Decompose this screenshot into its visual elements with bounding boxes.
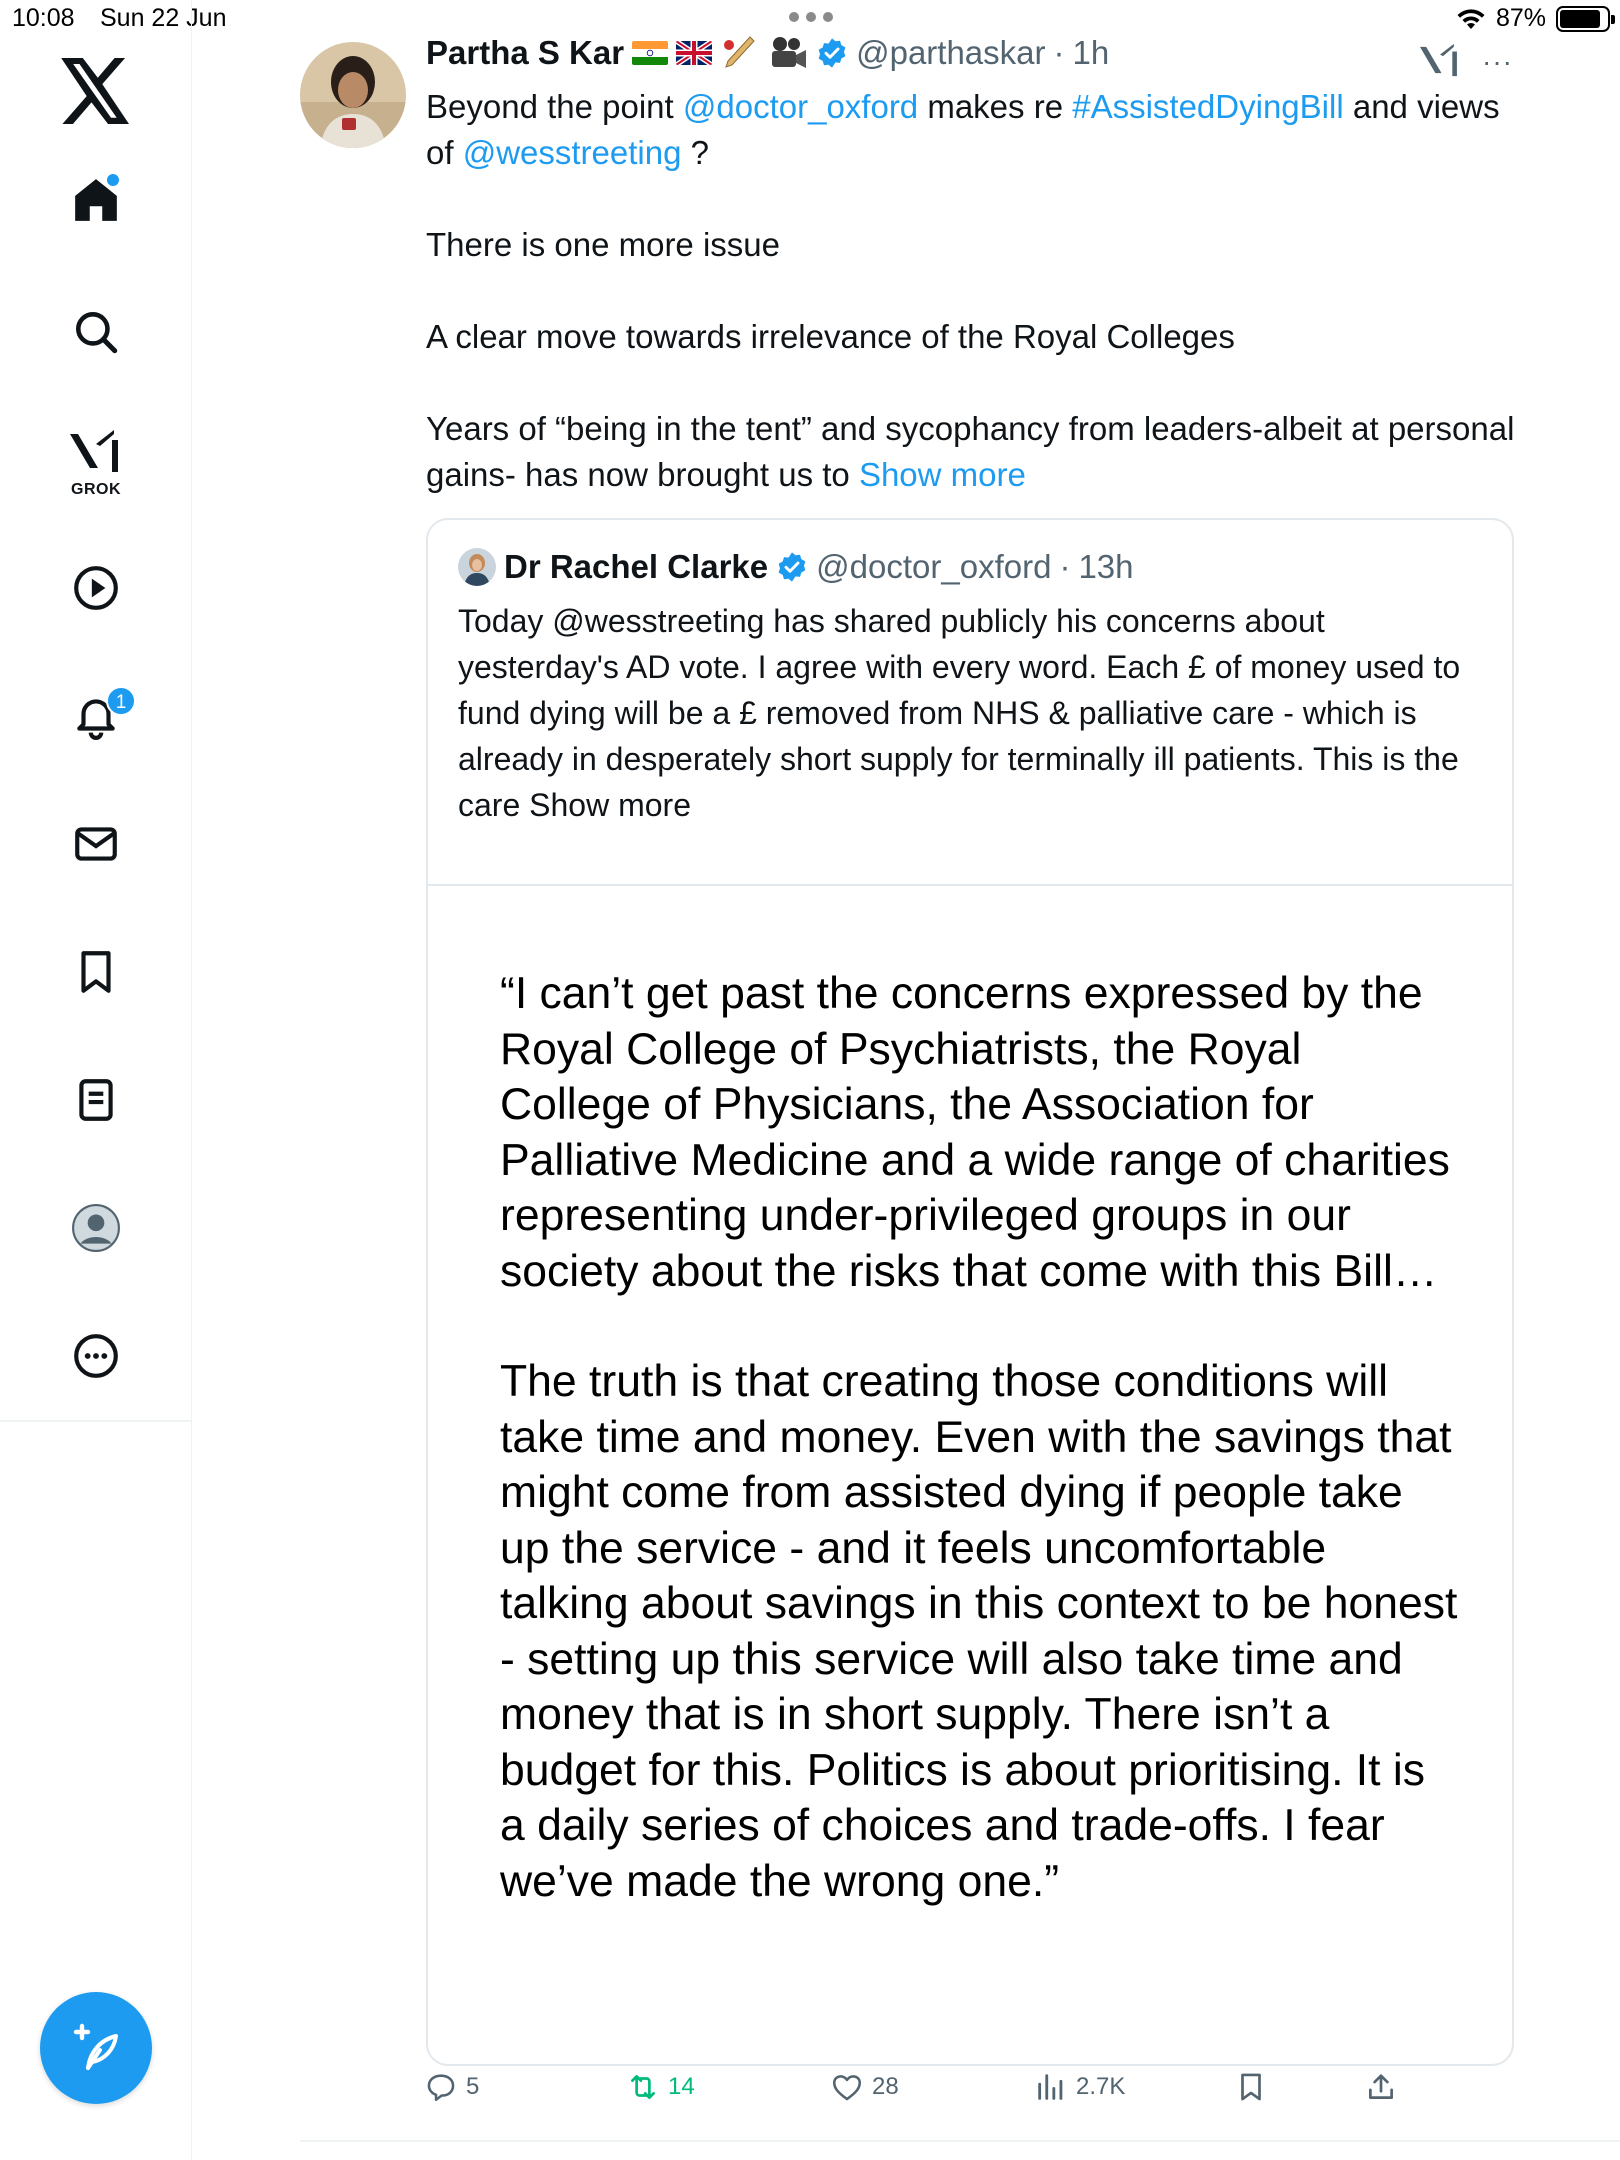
nav-grok[interactable] <box>66 428 126 499</box>
home-unread-dot <box>107 174 119 186</box>
body-text: makes re <box>918 88 1073 125</box>
repost-count: 14 <box>668 2073 695 2100</box>
bookmark-icon <box>1234 2070 1268 2104</box>
quoted-media-divider <box>428 884 1512 886</box>
body-paragraph: A clear move towards irrelevance of the Royal Colleges <box>426 318 1235 355</box>
status-date: Sun 22 Jun <box>100 4 227 32</box>
reply-icon <box>424 2070 458 2104</box>
image-quote-paragraph: “I can’t get past the concerns expressed by the Royal College of Psychiatrists, the Royal College of Physicians, the Association for Palliative Medicine and a wide range of charities representing under-privileged groups in our society about the risks that come with this Bill… <box>500 969 1450 1296</box>
post-divider <box>300 2140 1620 2142</box>
verified-badge-icon <box>816 37 848 69</box>
body-text: ? <box>681 134 709 171</box>
movie-camera-icon <box>768 35 808 71</box>
quoted-author-photo <box>458 548 496 586</box>
compose-feather-icon <box>70 2022 122 2074</box>
nav-messages[interactable] <box>48 804 144 884</box>
uk-flag-icon <box>676 41 712 65</box>
sidebar <box>0 0 192 2160</box>
quoted-author-handle[interactable]: @doctor_oxford <box>816 548 1052 585</box>
tweet-header <box>426 34 1109 72</box>
profile-avatar-icon <box>71 1203 121 1253</box>
india-flag-icon <box>632 41 668 65</box>
nav-bookmarks[interactable] <box>48 932 144 1012</box>
nav-explore[interactable] <box>48 292 144 372</box>
author-handle[interactable]: @parthaskar <box>856 34 1046 71</box>
sidebar-divider <box>0 1420 192 1422</box>
views-button[interactable] <box>1034 2070 1125 2104</box>
mention-link[interactable]: @doctor_oxford <box>682 88 919 125</box>
quoted-post-text: Today @wesstreeting has shared publicly his concerns about yesterday's AD vote. I agree with every word. Each £ of money used to fund dying will be a £ removed from NHS & palliative care - which is already in desperately short supply for terminally ill patients. This is the care Show more <box>458 603 1461 823</box>
more-circle-icon <box>71 1331 121 1381</box>
like-button[interactable] <box>830 2070 899 2104</box>
body-paragraph: There is one more issue <box>426 226 780 263</box>
image-quote-paragraph: The truth is that creating those conditions will take time and money. Even with the savings that might come from assisted dying if people take up the service - and it feels uncomfortable talking about savings in this context to be honest - setting up this service will also take time and money that is in short supply. There isn’t a budget for this. Politics is about prioritising. It is a daily series of choices and trade-offs. I fear we’ve made the wrong one.” <box>500 1357 1458 1906</box>
x-logo-icon[interactable] <box>60 58 132 124</box>
play-icon <box>71 563 121 613</box>
list-document-icon <box>71 1075 121 1125</box>
status-time: 10:08 <box>12 4 75 32</box>
compose-post-button[interactable] <box>40 1992 152 2104</box>
battery-percent: 87% <box>1495 4 1546 32</box>
post-time[interactable]: 1h <box>1072 34 1110 71</box>
author-avatar[interactable] <box>300 42 406 148</box>
nav-lists[interactable] <box>48 1060 144 1140</box>
share-button[interactable] <box>1364 2070 1398 2104</box>
author-photo <box>300 42 406 148</box>
header-separator: · <box>1059 548 1071 585</box>
quoted-post-time: 13h <box>1078 548 1134 585</box>
body-text: and views of <box>426 88 1500 171</box>
multitasking-dots[interactable] <box>789 12 833 24</box>
quoted-author-avatar[interactable] <box>458 548 496 586</box>
post-more-options-icon[interactable]: ··· <box>1482 46 1513 77</box>
verified-badge-icon <box>776 551 808 583</box>
battery-icon <box>1556 6 1610 32</box>
nav-video[interactable] <box>48 548 144 628</box>
bookmark-button[interactable] <box>1234 2070 1268 2104</box>
nav-home[interactable] <box>48 160 144 240</box>
status-indicators <box>1456 4 1610 33</box>
cricket-icon <box>720 35 760 71</box>
repost-icon <box>626 2070 660 2104</box>
search-icon <box>71 307 121 357</box>
quoted-post-header <box>458 548 1134 586</box>
bookmark-icon <box>71 947 121 997</box>
quoted-post[interactable] <box>426 518 1514 2066</box>
body-paragraph: Years of “being in the tent” and sycophancy from leaders-albeit at personal gains- has now brought us to <box>426 410 1515 493</box>
share-icon <box>1364 2070 1398 2104</box>
show-more-link[interactable]: Show more <box>858 456 1026 493</box>
tweet-body <box>426 84 1526 498</box>
wifi-icon <box>1456 7 1486 31</box>
grok-explain-icon[interactable] <box>1420 40 1460 80</box>
grok-label: GROK <box>71 481 121 498</box>
reply-button[interactable] <box>424 2070 479 2104</box>
mention-link[interactable]: @wesstreeting <box>462 134 682 171</box>
quoted-media-image[interactable] <box>500 966 1460 1964</box>
author-name[interactable]: Partha S Kar <box>426 34 625 71</box>
notification-badge: 1 <box>106 686 136 716</box>
post-actions <box>424 2070 1424 2118</box>
envelope-icon <box>71 819 121 869</box>
hashtag-link[interactable]: #AssistedDyingBill <box>1072 88 1344 125</box>
view-count: 2.7K <box>1076 2073 1126 2100</box>
nav-more[interactable] <box>48 1316 144 1396</box>
nav-profile[interactable] <box>48 1188 144 1268</box>
grok-icon <box>70 428 122 474</box>
views-chart-icon <box>1034 2070 1068 2104</box>
like-count: 28 <box>872 2073 899 2100</box>
quoted-author-name[interactable]: Dr Rachel Clarke <box>504 548 769 585</box>
body-text: Beyond the point <box>426 88 683 125</box>
heart-icon <box>830 2070 864 2104</box>
repost-button[interactable] <box>626 2070 695 2104</box>
reply-count: 5 <box>466 2073 480 2100</box>
header-separator: · <box>1053 34 1065 71</box>
